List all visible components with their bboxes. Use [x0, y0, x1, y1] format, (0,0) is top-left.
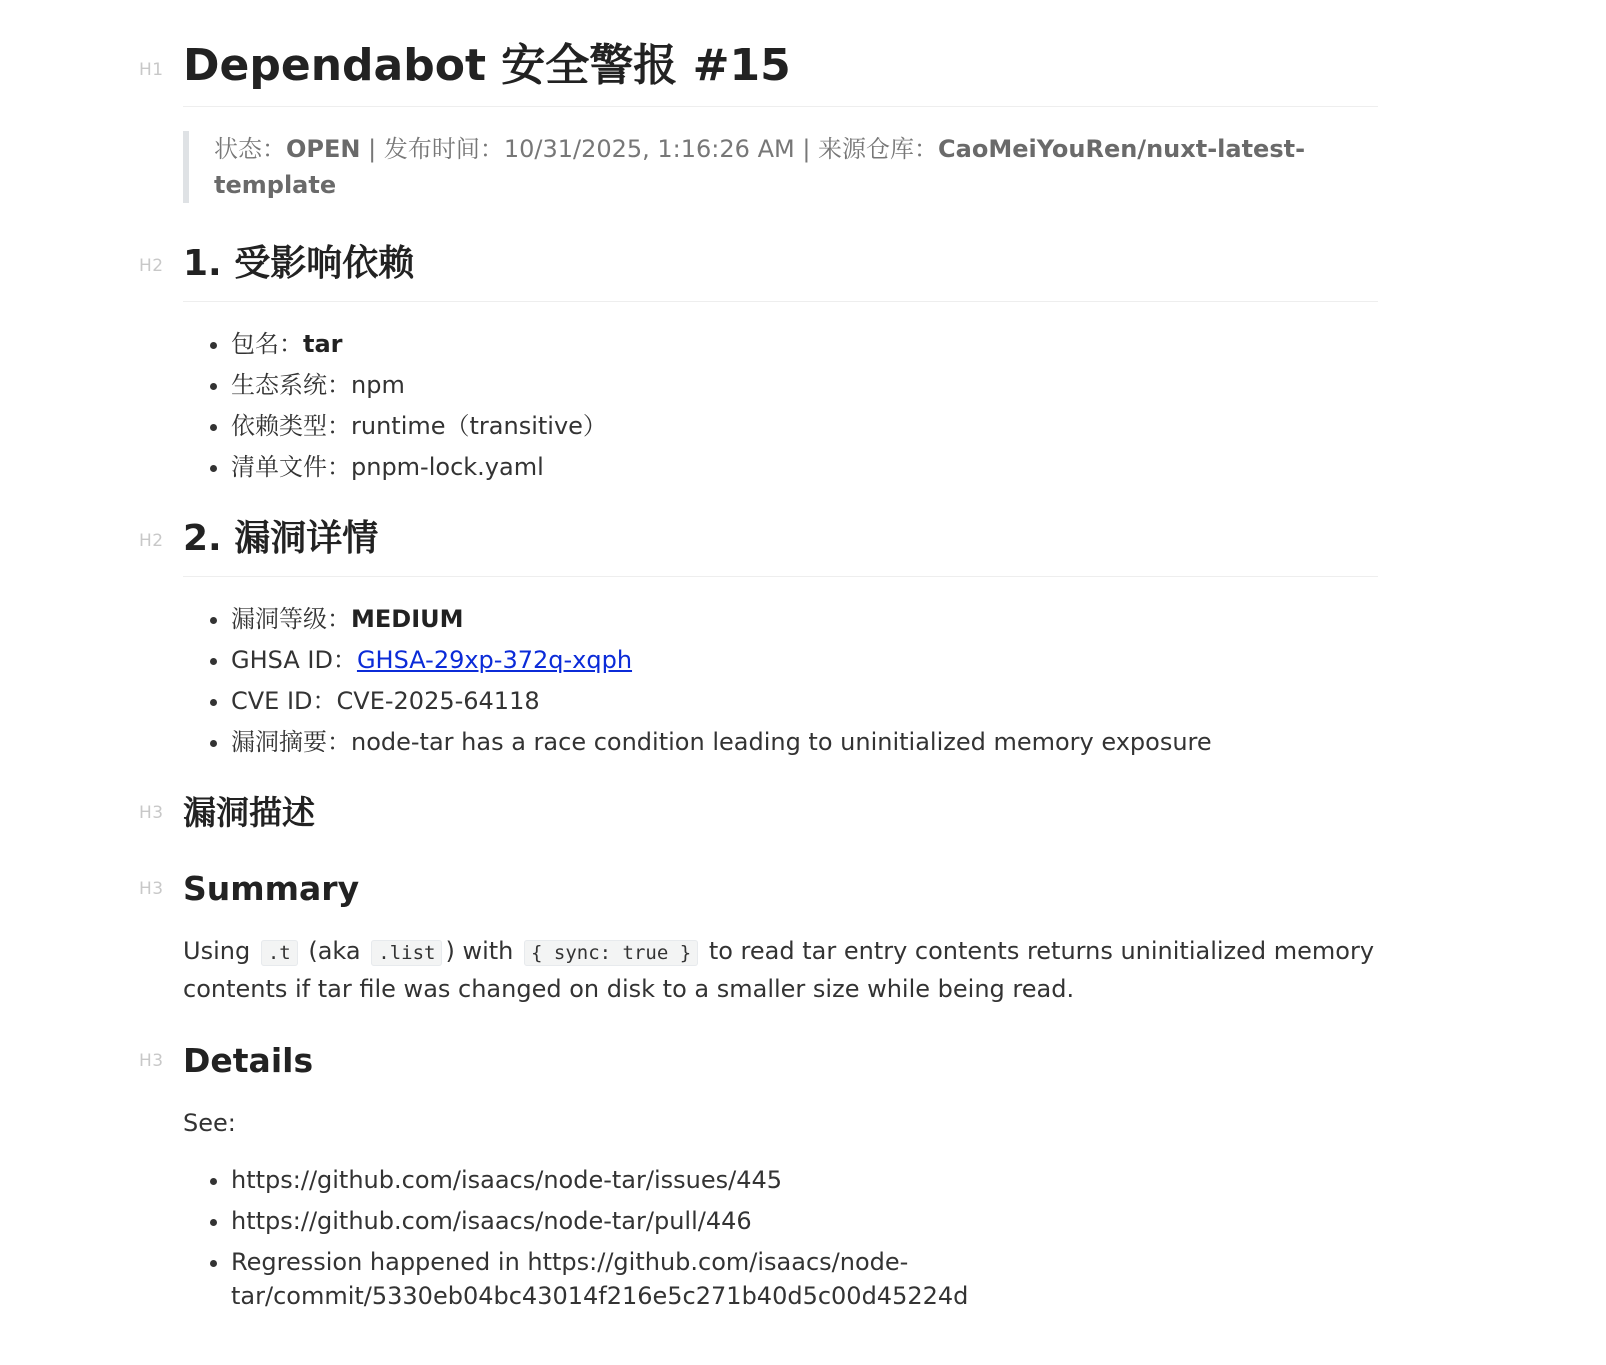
summary-paragraph [183, 933, 1378, 1007]
heading-level-marker: H1 [139, 60, 164, 80]
item-label: GHSA ID： [231, 646, 357, 674]
heading-level-marker: H2 [139, 256, 164, 276]
item-label: 包名： [231, 330, 303, 358]
section-heading-text: 2. 漏洞详情 [183, 518, 379, 559]
published-label: 发布时间： [383, 135, 504, 163]
inline-code: { sync: true } [524, 940, 698, 966]
list-item: • https://github.com/isaacs/node-tar/pull/446 [231, 1204, 1378, 1238]
severity-value: MEDIUM [351, 605, 464, 633]
meta-separator: | [360, 135, 384, 163]
meta-separator: | [794, 135, 819, 163]
alert-meta-blockquote [183, 131, 1378, 203]
section-vulnerability-details-heading [139, 514, 1378, 577]
package-name-value: tar [303, 330, 343, 358]
section-heading-text: 1. 受影响依赖 [183, 243, 415, 284]
inline-code: .list [371, 940, 442, 966]
summary-heading-text: Summary [183, 869, 360, 908]
page-title-text: Dependabot 安全警报 #15 [183, 40, 791, 91]
description-heading [139, 791, 1378, 835]
list-item: • https://github.com/isaacs/node-tar/issues/445 [231, 1163, 1378, 1197]
heading-level-marker: H2 [139, 531, 164, 551]
published-value: 10/31/2025, 1:16:26 AM [503, 135, 795, 163]
markdown-document [139, 0, 1378, 1320]
item-label: 漏洞摘要： [231, 728, 351, 756]
summary-text: (aka [308, 937, 361, 965]
details-reference-list [183, 1163, 1378, 1313]
list-item [231, 450, 1378, 484]
list-item [231, 368, 1378, 402]
heading-level-marker: H3 [139, 803, 164, 823]
summary-text: ) with [445, 937, 514, 965]
description-heading-text: 漏洞描述 [183, 793, 315, 832]
list-item [231, 643, 1378, 677]
dependency-type-value: runtime（transitive） [351, 412, 607, 440]
page-title [139, 0, 1378, 107]
list-item: • Regression happened in https://github.com/isaacs/node-tar/commit/5330eb04bc43014f216e5c271b40d5c00d45224d [231, 1245, 1378, 1313]
details-intro: See: [183, 1109, 236, 1137]
list-item [231, 602, 1378, 636]
heading-level-marker: H3 [139, 879, 164, 899]
status-value: OPEN [286, 135, 361, 163]
item-label: 依赖类型： [231, 412, 351, 440]
details-heading [139, 1039, 1378, 1083]
item-label: 漏洞等级： [231, 605, 351, 633]
repo-value: CaoMeiYouRen/nuxt-latest-template [214, 135, 1306, 199]
list-item [231, 725, 1378, 759]
repo-label: 来源仓库： [818, 135, 939, 163]
heading-level-marker: H3 [139, 1051, 164, 1071]
details-heading-text: Details [183, 1041, 314, 1080]
list-item [231, 327, 1378, 361]
vulnerability-summary-value: node-tar has a race condition leading to uninitialized memory exposure [351, 728, 1212, 756]
summary-text: Using [183, 937, 251, 965]
item-label: CVE ID： [231, 687, 337, 715]
ghsa-id-link[interactable]: GHSA-29xp-372q-xqph [356, 646, 633, 674]
manifest-file-value: pnpm-lock.yaml [351, 453, 544, 481]
vulnerability-details-list [183, 602, 1378, 759]
cve-id-value: CVE-2025-64118 [336, 687, 540, 715]
list-item [231, 409, 1378, 443]
ecosystem-value: npm [351, 371, 405, 399]
list-item [231, 684, 1378, 718]
item-label: 生态系统： [231, 371, 351, 399]
affected-dependency-list [183, 327, 1378, 484]
inline-code: .t [261, 940, 298, 966]
section-affected-dependency-heading [139, 239, 1378, 302]
summary-heading [139, 867, 1378, 911]
summary-text: to read tar entry contents returns uninitialized memory contents if tar file was changed on disk to a smaller size while being read. [183, 937, 1375, 1003]
item-label: 清单文件： [231, 453, 351, 481]
status-label: 状态： [214, 135, 286, 163]
